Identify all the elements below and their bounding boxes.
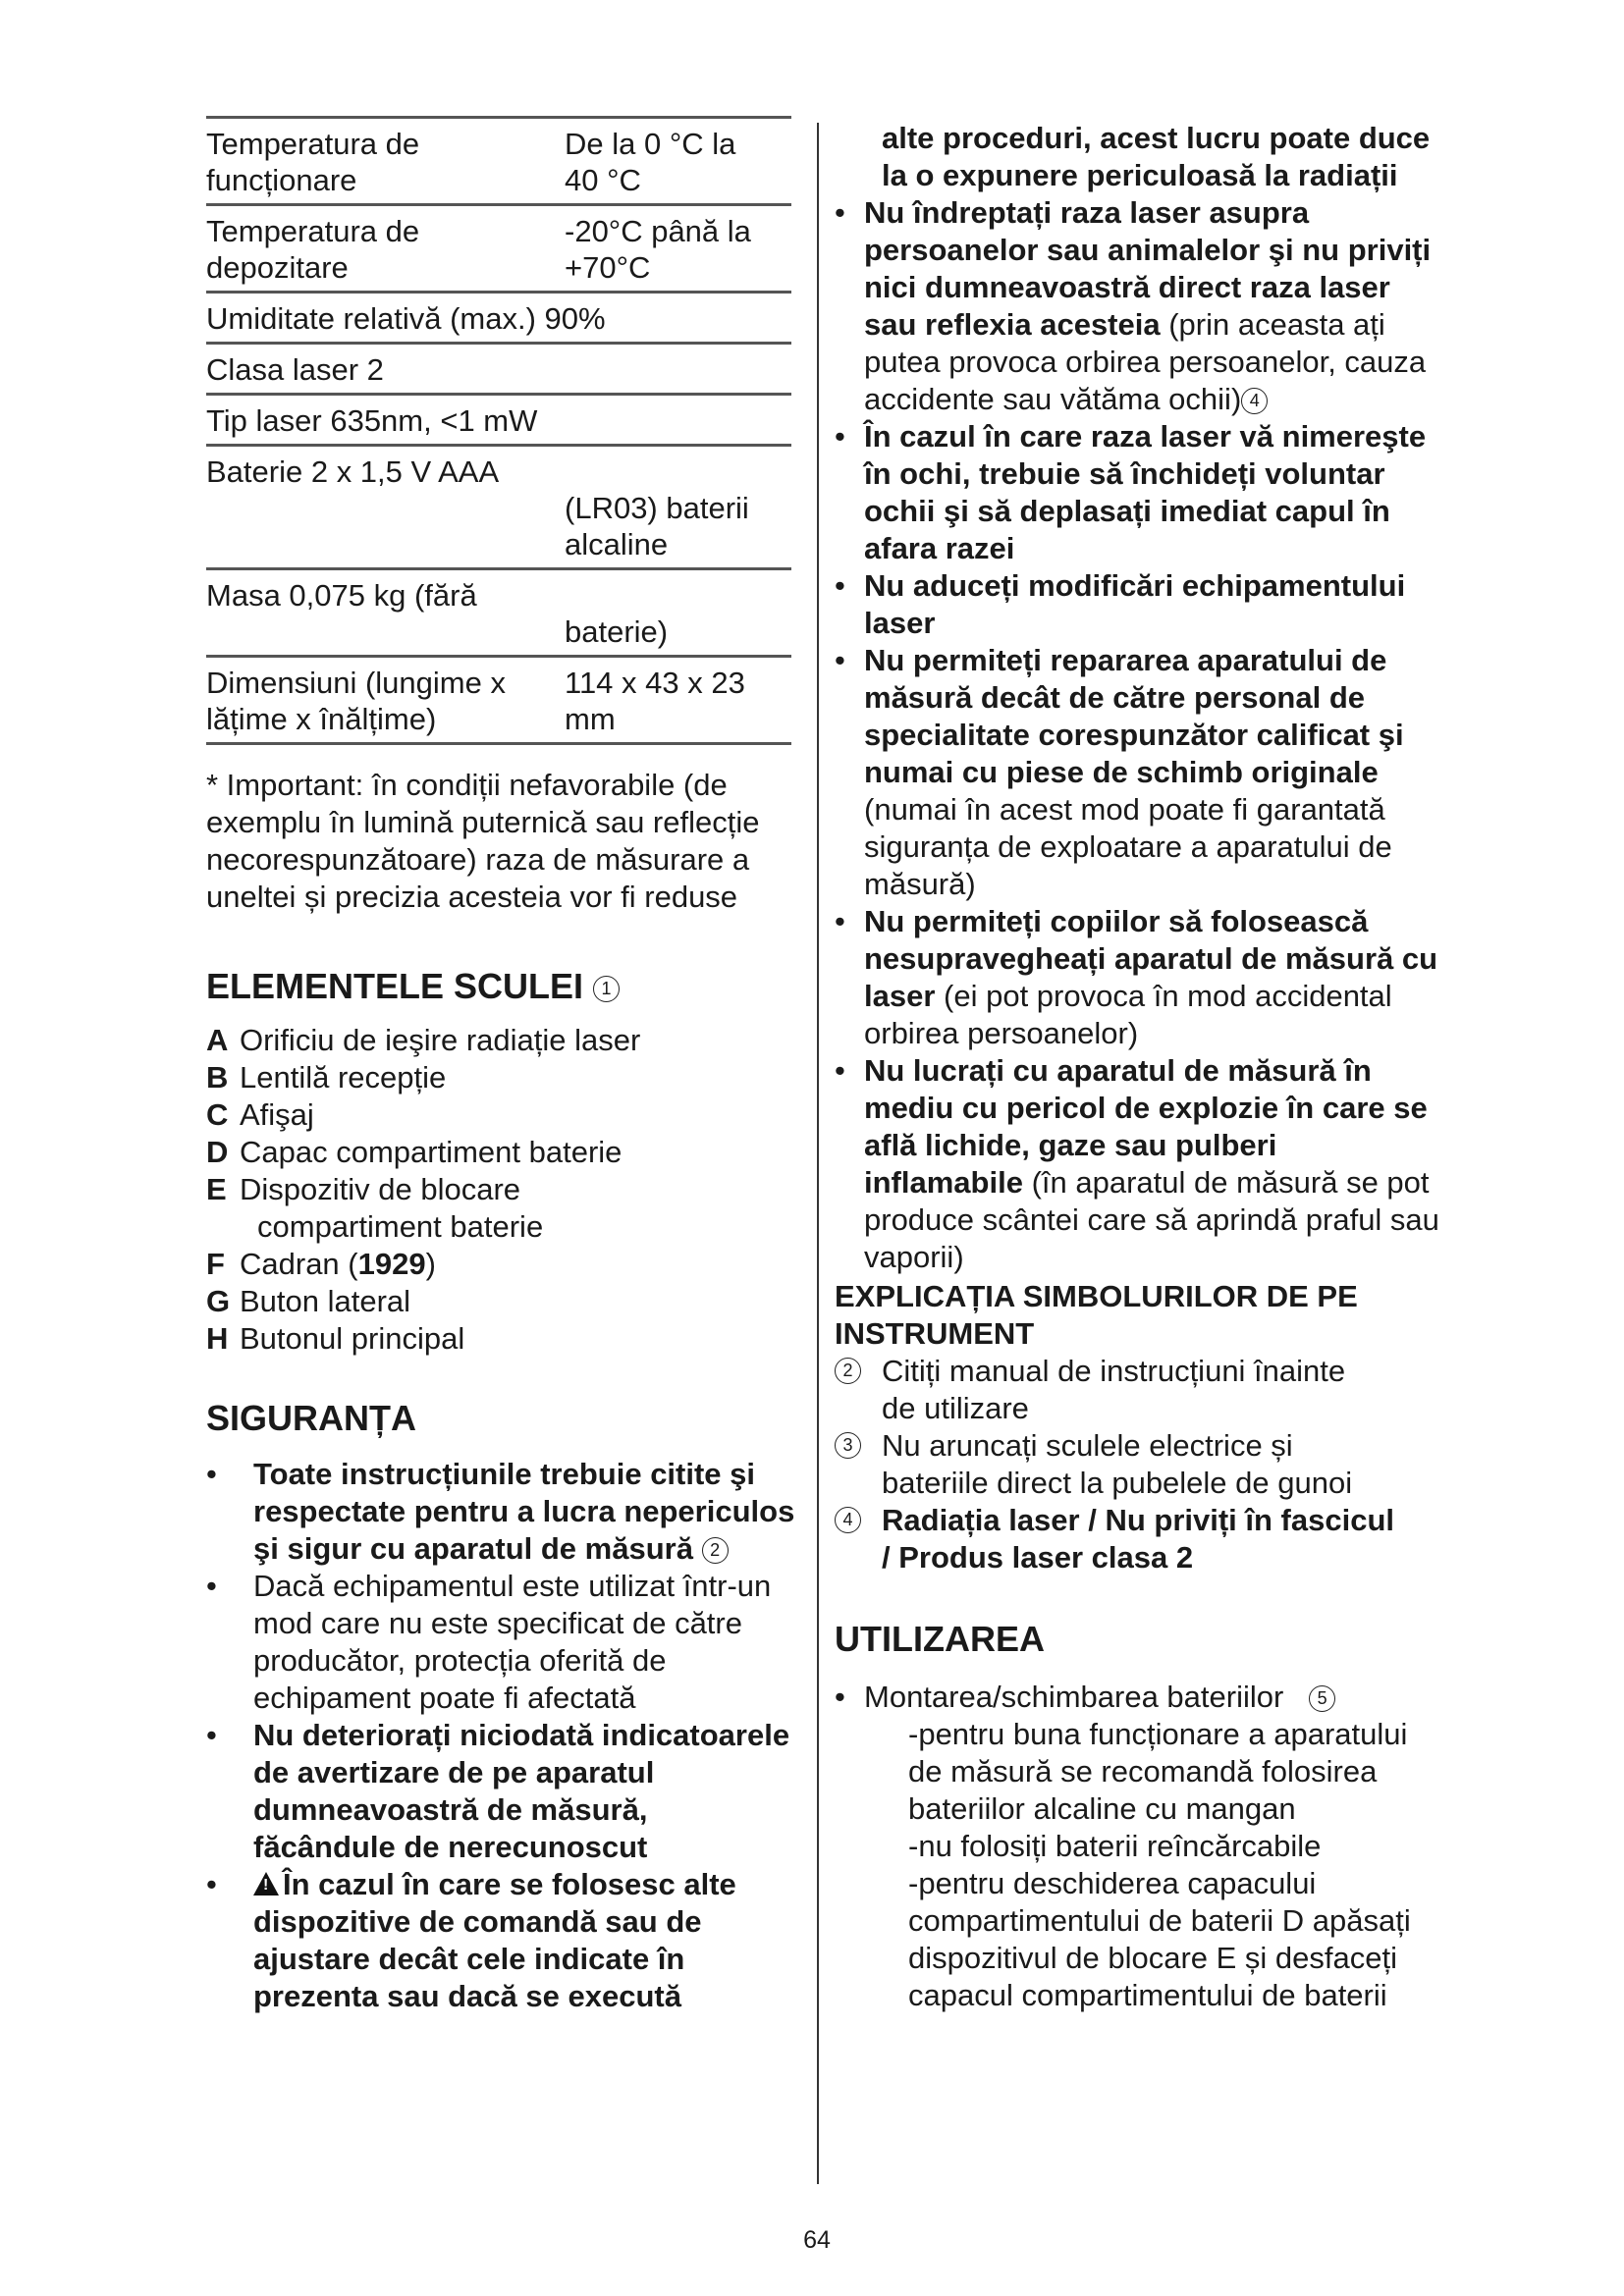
list-item [206, 1059, 795, 1096]
symbol-text-continued: / Produs laser clasa 2 [882, 1540, 1194, 1575]
safety-b9-text: (ei pot provoca în mod accidental orbirea persoanelor) [864, 979, 1392, 1050]
usage-list [835, 1679, 1443, 1716]
symbol-text-continued: bateriile direct la pubelele de gunoi [882, 1466, 1353, 1500]
safety-b10-text: (în aparatul de măsură se pot produce scântei care să aprindă praful sau vaporii) [864, 1165, 1439, 1274]
safety-b6: În cazul în care raza laser vă nimereşte în ochi, trebuie să închideți voluntar ochii şi să deplasați imediat capul în afara razei [864, 419, 1427, 565]
list-item [206, 1568, 795, 1717]
symbol-text: Radiația laser / Nu priviți în fascicul [882, 1503, 1395, 1537]
list-item [835, 418, 1443, 567]
part-text: Buton lateral [240, 1284, 411, 1318]
list-item [206, 1246, 795, 1283]
safety-b3: Nu deteriorați niciodată indicatoarele de avertizare de pe aparatul dumneavoastră de măsură, făcândule de nerecunoscut [253, 1718, 790, 1864]
part-text: Lentilă recepție [240, 1060, 447, 1095]
figure-ref-4-icon: 4 [1241, 388, 1268, 414]
part-letter: D [206, 1135, 229, 1169]
safety-b4: În cazul în care se folosesc alte dispozitive de comandă sau de ajustare decât cele indicate în prezenta sau dacă se execută [253, 1867, 736, 2013]
left-column [206, 116, 795, 2015]
page-number: 64 [803, 2226, 831, 2254]
part-text-bold: 1929 [357, 1247, 426, 1281]
usage-heading: UTILIZAREA [835, 1619, 1045, 1659]
spec-row-laser-type: Tip laser 635nm, <1 mW [206, 396, 791, 447]
list-item [206, 1866, 795, 2015]
figure-ref-1-icon: 1 [593, 976, 620, 1002]
symbol-text: Nu aruncați sculele electrice și [882, 1428, 1293, 1463]
list-item [206, 1283, 795, 1320]
part-letter: A [206, 1023, 229, 1057]
list-item [835, 903, 1443, 1052]
right-column [835, 120, 1443, 2014]
list-item [206, 1022, 795, 1059]
parts-list [206, 1022, 795, 1358]
figure-ref-5-icon: 5 [1309, 1685, 1335, 1712]
usage-sub-item: -nu folosiți baterii reîncărcabile [908, 1829, 1322, 1863]
spec-row-dimensions [206, 658, 791, 745]
part-letter: F [206, 1247, 225, 1281]
list-item [206, 1320, 795, 1358]
spec-value: 114 x 43 x 23 mm [565, 666, 745, 736]
part-text: Orificiu de ieşire radiație laser [240, 1023, 641, 1057]
usage-sub-item: -pentru buna funcționare a aparatului de măsură se recomandă folosirea bateriilor alcaline cu mangan [908, 1717, 1408, 1826]
list-item [206, 1134, 795, 1171]
part-text: Cadran ( [240, 1247, 358, 1281]
figure-ref-3-icon: 3 [835, 1432, 861, 1459]
part-letter: C [206, 1097, 229, 1132]
part-text: Capac compartiment baterie [240, 1135, 623, 1169]
spec-table [206, 116, 791, 745]
safety-heading: SIGURANȚA [206, 1398, 416, 1438]
safety-b9-bold: Nu permiteți copiilor să folosească nesupravegheați aparatul de măsură cu laser [864, 904, 1438, 1013]
safety-b10-bold: Nu lucrați cu aparatul de măsură în mediu cu pericol de explozie în care se află lichide, gaze sau pulberi inflamabile [864, 1053, 1428, 1200]
spec-row-battery [206, 447, 791, 570]
part-text: Afişaj [240, 1097, 314, 1132]
part-text: Dispozitiv de blocare [240, 1172, 521, 1206]
spec-value: De la 0 °C la 40 °C [565, 127, 736, 197]
list-item [206, 1171, 795, 1208]
important-note: * Important: în condiții nefavorabile (de exemplu în lumină puternică sau reflecție necorespunzătoare) raza de măsurare a uneltei și precizia acesteia vor fi reduse [206, 768, 760, 914]
spec-row-operating-temp [206, 119, 791, 206]
part-letter: G [206, 1284, 231, 1318]
figure-ref-2-icon: 2 [702, 1537, 729, 1564]
part-letter: E [206, 1172, 227, 1206]
spec-value: baterie) [565, 614, 669, 649]
part-text-after: ) [425, 1247, 436, 1281]
list-item [835, 567, 1443, 642]
usage-sub-items [835, 1716, 1443, 2014]
part-text: Butonul principal [240, 1321, 465, 1356]
spec-key: Baterie 2 x 1,5 V AAA [206, 454, 500, 489]
elements-heading [206, 965, 795, 1008]
list-item [835, 194, 1443, 418]
safety-b8-bold: Nu permiteți repararea aparatului de măsură decât de către personal de specialitate corespunzător calificat şi numai cu piese de schimb originale [864, 643, 1404, 789]
safety-b7: Nu aduceți modificări echipamentului laser [864, 568, 1406, 640]
list-item [835, 1679, 1443, 1716]
spec-row-laser-class: Clasa laser 2 [206, 345, 791, 396]
safety-list [206, 1456, 795, 2015]
safety-b4-continued: alte proceduri, acest lucru poate duce la o expunere periculoasă la radiații [882, 121, 1431, 192]
spec-key: Masa 0,075 kg (fără [206, 578, 477, 613]
spec-value: -20°C până la +70°C [565, 214, 751, 285]
figure-ref-2-icon: 2 [835, 1358, 861, 1384]
usage-bullet-text: Montarea/schimbarea bateriilor [864, 1680, 1284, 1714]
safety-list-continued [835, 194, 1443, 1276]
spec-key: Dimensiuni (lungime x lățime x înălțime) [206, 666, 506, 736]
part-text-continued: compartiment baterie [257, 1209, 544, 1244]
symbol-text: Citiți manual de instrucțiuni înainte [882, 1354, 1346, 1388]
figure-ref-4-icon: 4 [835, 1507, 861, 1533]
spec-key: Temperatura de funcționare [206, 127, 420, 197]
elements-heading-text: ELEMENTELE SCULEI [206, 966, 584, 1006]
list-item [206, 1456, 795, 1568]
list-item [835, 642, 1443, 903]
spec-row-humidity: Umiditate relativă (max.) 90% [206, 294, 791, 345]
safety-b2: Dacă echipamentul este utilizat într-un mod care nu este specificat de către producător, protecția oferită de echipament poate fi afectată [253, 1569, 772, 1715]
safety-b5-bold: Nu îndreptați raza laser asupra persoanelor sau animalelor şi nu priviți nici dumneavoastră direct raza laser sau reflexia acesteia [864, 195, 1432, 342]
symbol-item-manual [835, 1353, 1443, 1427]
spec-row-mass [206, 570, 791, 658]
symbols-heading: EXPLICAȚIA SIMBOLURILOR DE PE INSTRUMENT [835, 1279, 1358, 1351]
safety-b8-text: (numai în acest mod poate fi garantată siguranța de exploatare a aparatului de măsură) [864, 792, 1392, 901]
usage-sub-item: -pentru deschiderea capacului compartimentului de baterii D apăsați dispozitivul de blocare E și desfaceți capacul compartimentului de baterii [908, 1866, 1411, 2012]
spec-row-storage-temp [206, 206, 791, 294]
spec-key: Temperatura de depozitare [206, 214, 420, 285]
symbol-text-continued: de utilizare [882, 1391, 1029, 1425]
symbol-item-disposal [835, 1427, 1443, 1502]
list-item [835, 1052, 1443, 1276]
symbol-item-laser [835, 1502, 1443, 1576]
list-item [206, 1096, 795, 1134]
part-letter: B [206, 1060, 229, 1095]
column-divider [817, 123, 819, 2184]
safety-b5-text: (prin aceasta ați putea provoca orbirea persoanelor, cauza accidente sau vătăma ochii) [864, 307, 1427, 416]
warning-triangle-icon [253, 1872, 279, 1896]
list-item [206, 1717, 795, 1866]
part-letter: H [206, 1321, 229, 1356]
spec-value: (LR03) baterii alcaline [565, 491, 749, 561]
safety-b1: Toate instrucțiunile trebuie citite şi respectate pentru a lucra nepericulos şi sigur cu aparatul de măsură [253, 1457, 795, 1566]
